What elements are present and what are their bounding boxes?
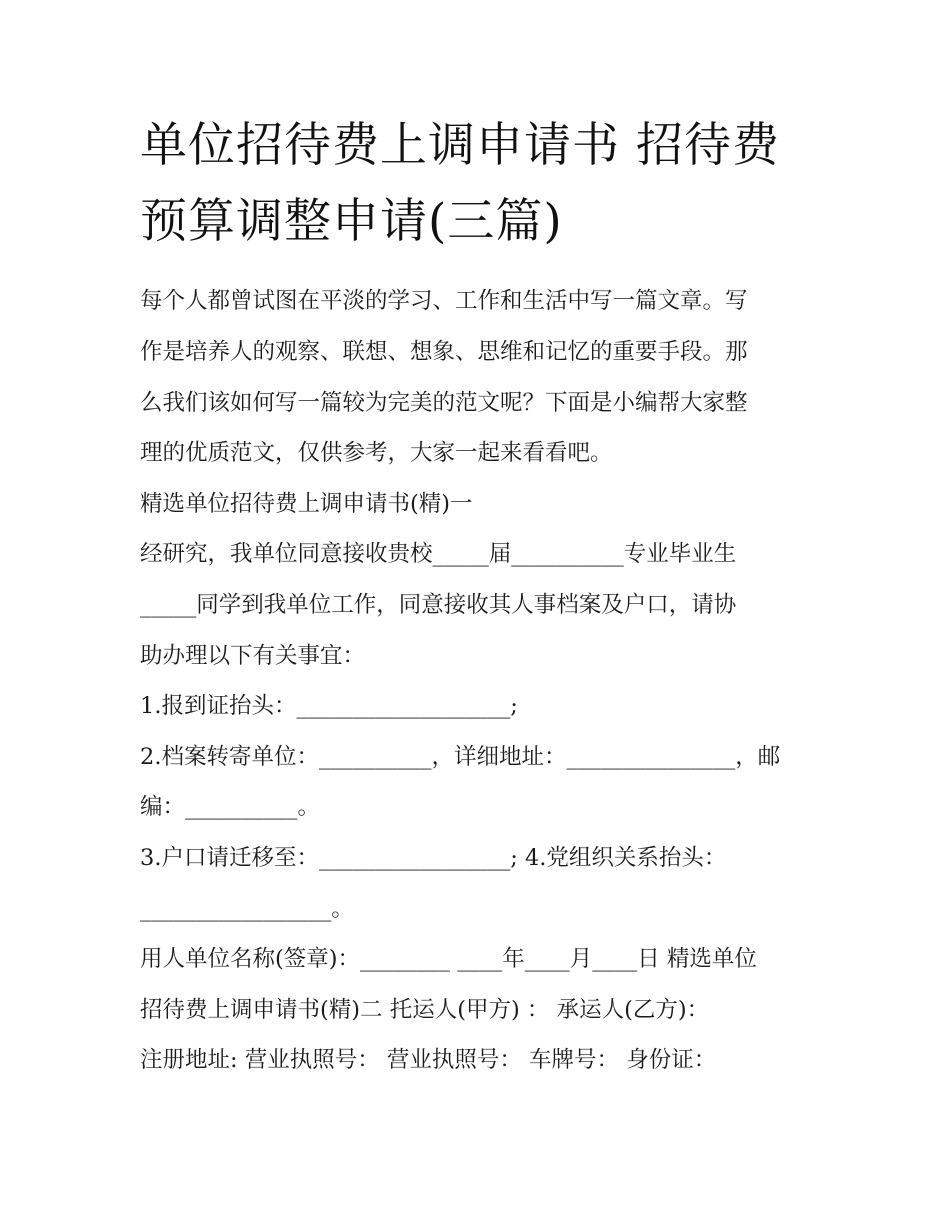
body-line-11: 编：__________。 [140, 794, 321, 820]
body-line-10: 2.档案转寄单位：__________，详细地址：_______________，邮 [140, 744, 781, 770]
body-line-4: 理的优质范文，仅供参考，大家一起来看看吧。 [140, 440, 613, 466]
body-line-16: 注册地址: 营业执照号： 营业执照号： 车牌号： 身份证： [140, 1047, 717, 1073]
document-title-line-1: 单位招待费上调申请书 招待费 [140, 118, 780, 173]
body-line-12: 3.户口请迁移至：_________________; 4.党组织关系抬头： [140, 845, 727, 871]
body-line-13: _________________。 [140, 896, 354, 922]
body-line-15: 招待费上调申请书(精)二 托运人(甲方) ： 承运人(乙方)： [140, 997, 710, 1023]
document-title-line-2: 预算调整申请(三篇) [140, 194, 563, 249]
body-line-9: 1.报到证抬头：___________________; [140, 693, 518, 719]
body-line-14: 用人单位名称(签章)：________ ____年____月____日 精选单位 [140, 946, 757, 972]
body-line-2: 作是培养人的观察、联想、想象、思维和记忆的重要手段。那 [140, 339, 748, 365]
body-line-1: 每个人都曾试图在平淡的学习、工作和生活中写一篇文章。写 [140, 288, 748, 314]
body-line-3: 么我们该如何写一篇较为完美的范文呢？下面是小编帮大家整 [140, 390, 748, 416]
body-line-8: 助办理以下有关事宜： [140, 643, 366, 669]
section-heading-1: 精选单位招待费上调申请书(精)一 [140, 491, 473, 517]
body-line-6: 经研究，我单位同意接收贵校_____届__________专业毕业生 [140, 541, 737, 567]
body-line-7: _____同学到我单位工作，同意接收其人事档案及户口，请协 [140, 592, 737, 618]
